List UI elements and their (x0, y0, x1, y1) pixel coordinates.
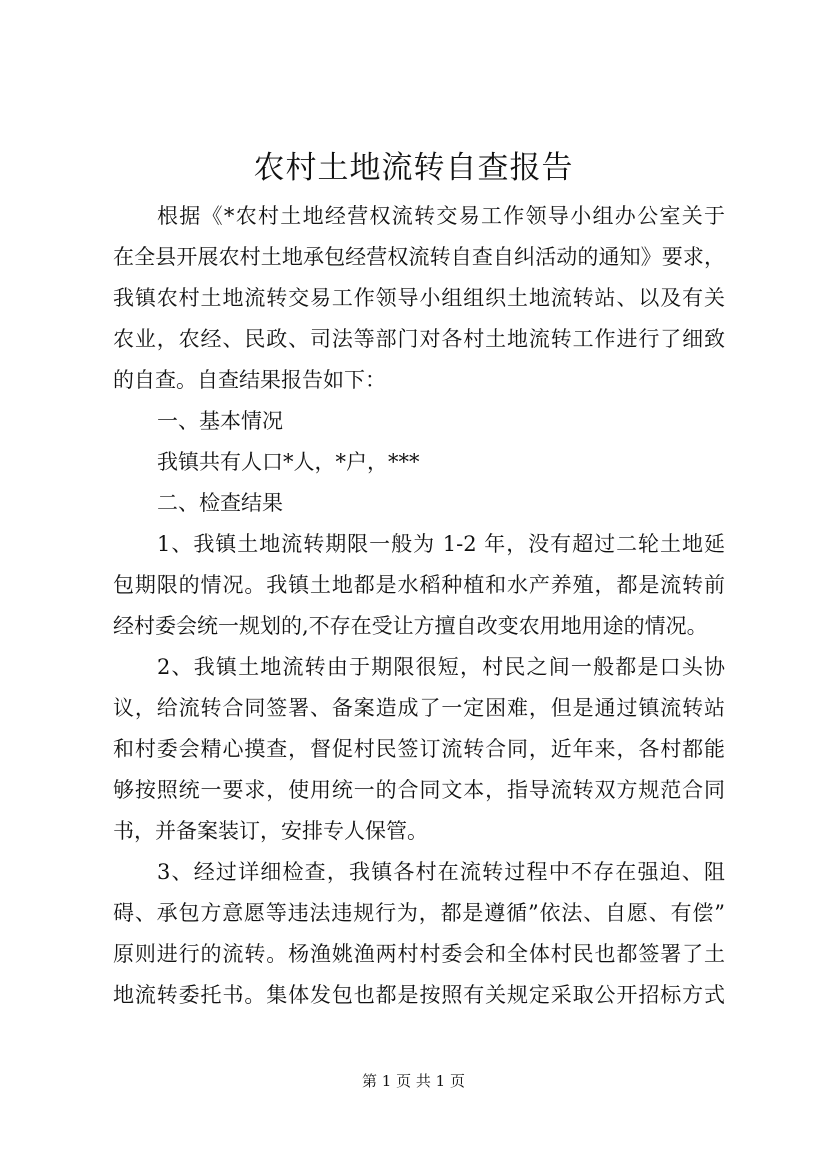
text-line: 我镇农村土地流转交易工作领导小组组织土地流转站、以及有关 (113, 286, 725, 310)
text-line: 碍、承包方意愿等违法违规行为，都是遵循”依法、自愿、有偿” (113, 901, 725, 925)
text-line: 在全县开展农村土地承包经营权流转自查自纠活动的通知》要求， (113, 245, 725, 269)
text-line: 议，给流转合同签署、备案造成了一定困难，但是通过镇流转站 (113, 696, 725, 720)
text-line: 2、我镇土地流转由于期限很短，村民之间一般都是口头协 (157, 655, 725, 679)
text-line: 我镇共有人口*人，*户，*** (157, 450, 420, 474)
text-line: 二、检查结果 (157, 491, 283, 515)
text-line: 够按照统一要求，使用统一的合同文本，指导流转双方规范合同 (113, 778, 725, 802)
text-line: 农业，农经、民政、司法等部门对各村土地流转工作进行了细致 (113, 327, 725, 351)
text-line: 经村委会统一规划的,不存在受让方擅自改变农用地用途的情况。 (113, 614, 708, 638)
text-line: 1、我镇土地流转期限一般为 1-2 年，没有超过二轮土地延 (157, 532, 725, 556)
text-line: 包期限的情况。我镇土地都是水稻种植和水产养殖，都是流转前 (113, 573, 725, 597)
text-line: 根据《*农村土地经营权流转交易工作领导小组办公室关于 (157, 204, 725, 228)
document-body (113, 196, 725, 1016)
text-line: 原则进行的流转。杨渔姚渔两村村委会和全体村民也都签署了土 (113, 942, 725, 966)
text-line: 3、经过详细检查，我镇各村在流转过程中不存在强迫、阻 (157, 860, 725, 884)
text-line: 的自查。自查结果报告如下： (113, 368, 386, 392)
text-line: 书，并备案装订，安排专人保管。 (113, 819, 428, 843)
text-line: 一、基本情况 (157, 409, 283, 433)
document-title: 农村土地流转自查报告 (253, 150, 574, 186)
page-footer: 第 1 页 共 1 页 (362, 1072, 465, 1090)
text-line: 地流转委托书。集体发包也都是按照有关规定采取公开招标方式 (113, 983, 725, 1007)
text-line: 和村委会精心摸查，督促村民签订流转合同，近年来，各村都能 (113, 737, 725, 761)
